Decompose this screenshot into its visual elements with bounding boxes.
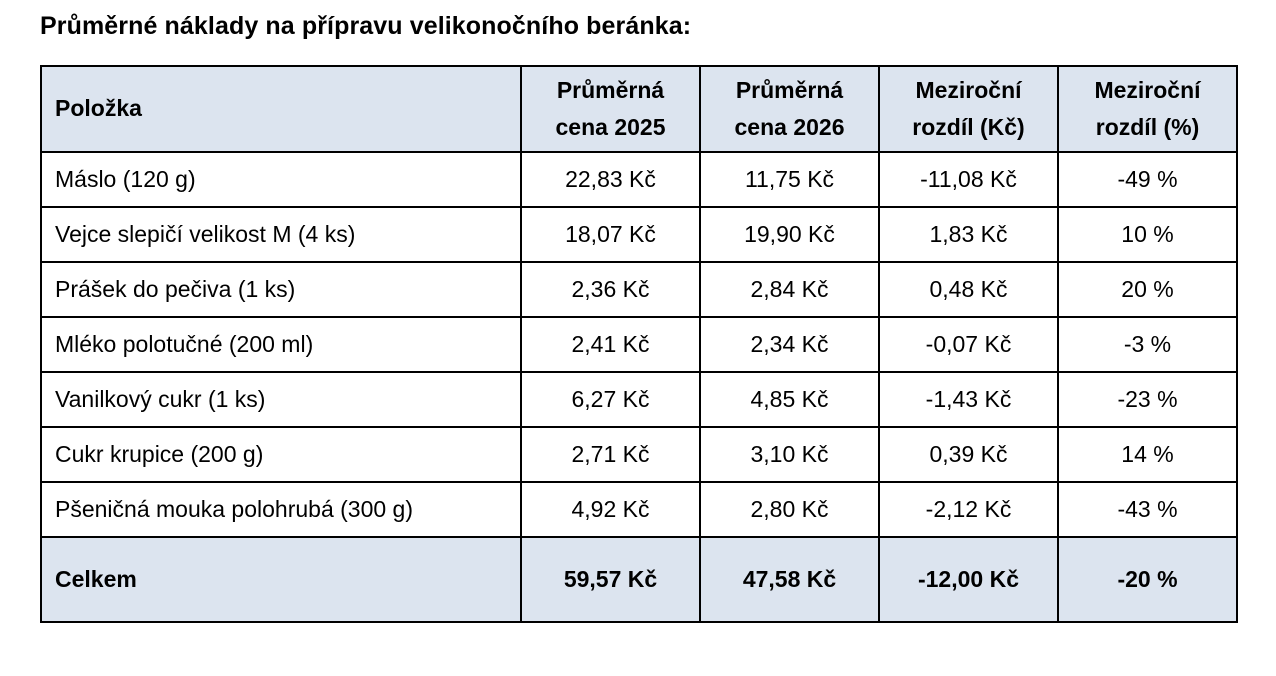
- diff-kc-cell: 0,39 Kč: [879, 427, 1058, 482]
- total-diff-kc-cell: -12,00 Kč: [879, 537, 1058, 622]
- item-cell: Mléko polotučné (200 ml): [41, 317, 521, 372]
- diff-pct-cell: 20 %: [1058, 262, 1237, 317]
- table-row: [41, 207, 1237, 262]
- col-header-diff-kc: Meziroční rozdíl (Kč): [879, 66, 1058, 152]
- diff-kc-cell: -2,12 Kč: [879, 482, 1058, 537]
- diff-pct-cell: 14 %: [1058, 427, 1237, 482]
- diff-kc-cell: 0,48 Kč: [879, 262, 1058, 317]
- page-title: Průměrné náklady na přípravu velikonočního beránka:: [40, 12, 692, 40]
- price-2026-cell: 11,75 Kč: [700, 152, 879, 207]
- total-row: [41, 537, 1237, 622]
- diff-pct-cell: -49 %: [1058, 152, 1237, 207]
- price-2025-cell: 22,83 Kč: [521, 152, 700, 207]
- col-header-item: Položka: [41, 66, 521, 152]
- price-2026-cell: 2,34 Kč: [700, 317, 879, 372]
- price-2026-cell: 2,84 Kč: [700, 262, 879, 317]
- price-2025-cell: 6,27 Kč: [521, 372, 700, 427]
- price-2026-cell: 4,85 Kč: [700, 372, 879, 427]
- table-row: [41, 372, 1237, 427]
- price-2025-cell: 2,36 Kč: [521, 262, 700, 317]
- diff-kc-cell: 1,83 Kč: [879, 207, 1058, 262]
- table-row: [41, 152, 1237, 207]
- header-row: [41, 66, 1237, 152]
- diff-kc-cell: -11,08 Kč: [879, 152, 1058, 207]
- price-2025-cell: 2,41 Kč: [521, 317, 700, 372]
- diff-kc-cell: -0,07 Kč: [879, 317, 1058, 372]
- table-row: [41, 482, 1237, 537]
- table-row: [41, 317, 1237, 372]
- diff-pct-cell: -3 %: [1058, 317, 1237, 372]
- table-row: [41, 262, 1237, 317]
- item-cell: Máslo (120 g): [41, 152, 521, 207]
- item-cell: Cukr krupice (200 g): [41, 427, 521, 482]
- cost-table: [40, 65, 1238, 623]
- price-2025-cell: 4,92 Kč: [521, 482, 700, 537]
- item-cell: Prášek do pečiva (1 ks): [41, 262, 521, 317]
- col-header-diff-pct: Meziroční rozdíl (%): [1058, 66, 1237, 152]
- price-2026-cell: 19,90 Kč: [700, 207, 879, 262]
- price-2025-cell: 18,07 Kč: [521, 207, 700, 262]
- diff-pct-cell: 10 %: [1058, 207, 1237, 262]
- item-cell: Vanilkový cukr (1 ks): [41, 372, 521, 427]
- item-cell: Pšeničná mouka polohrubá (300 g): [41, 482, 521, 537]
- total-label-cell: Celkem: [41, 537, 521, 622]
- diff-kc-cell: -1,43 Kč: [879, 372, 1058, 427]
- table-row: [41, 427, 1237, 482]
- total-diff-pct-cell: -20 %: [1058, 537, 1237, 622]
- col-header-price-2025: Průměrná cena 2025: [521, 66, 700, 152]
- diff-pct-cell: -43 %: [1058, 482, 1237, 537]
- total-price-2026-cell: 47,58 Kč: [700, 537, 879, 622]
- item-cell: Vejce slepičí velikost M (4 ks): [41, 207, 521, 262]
- price-2025-cell: 2,71 Kč: [521, 427, 700, 482]
- price-2026-cell: 2,80 Kč: [700, 482, 879, 537]
- col-header-price-2026: Průměrná cena 2026: [700, 66, 879, 152]
- total-price-2025-cell: 59,57 Kč: [521, 537, 700, 622]
- table-header: [41, 66, 1237, 152]
- price-2026-cell: 3,10 Kč: [700, 427, 879, 482]
- diff-pct-cell: -23 %: [1058, 372, 1237, 427]
